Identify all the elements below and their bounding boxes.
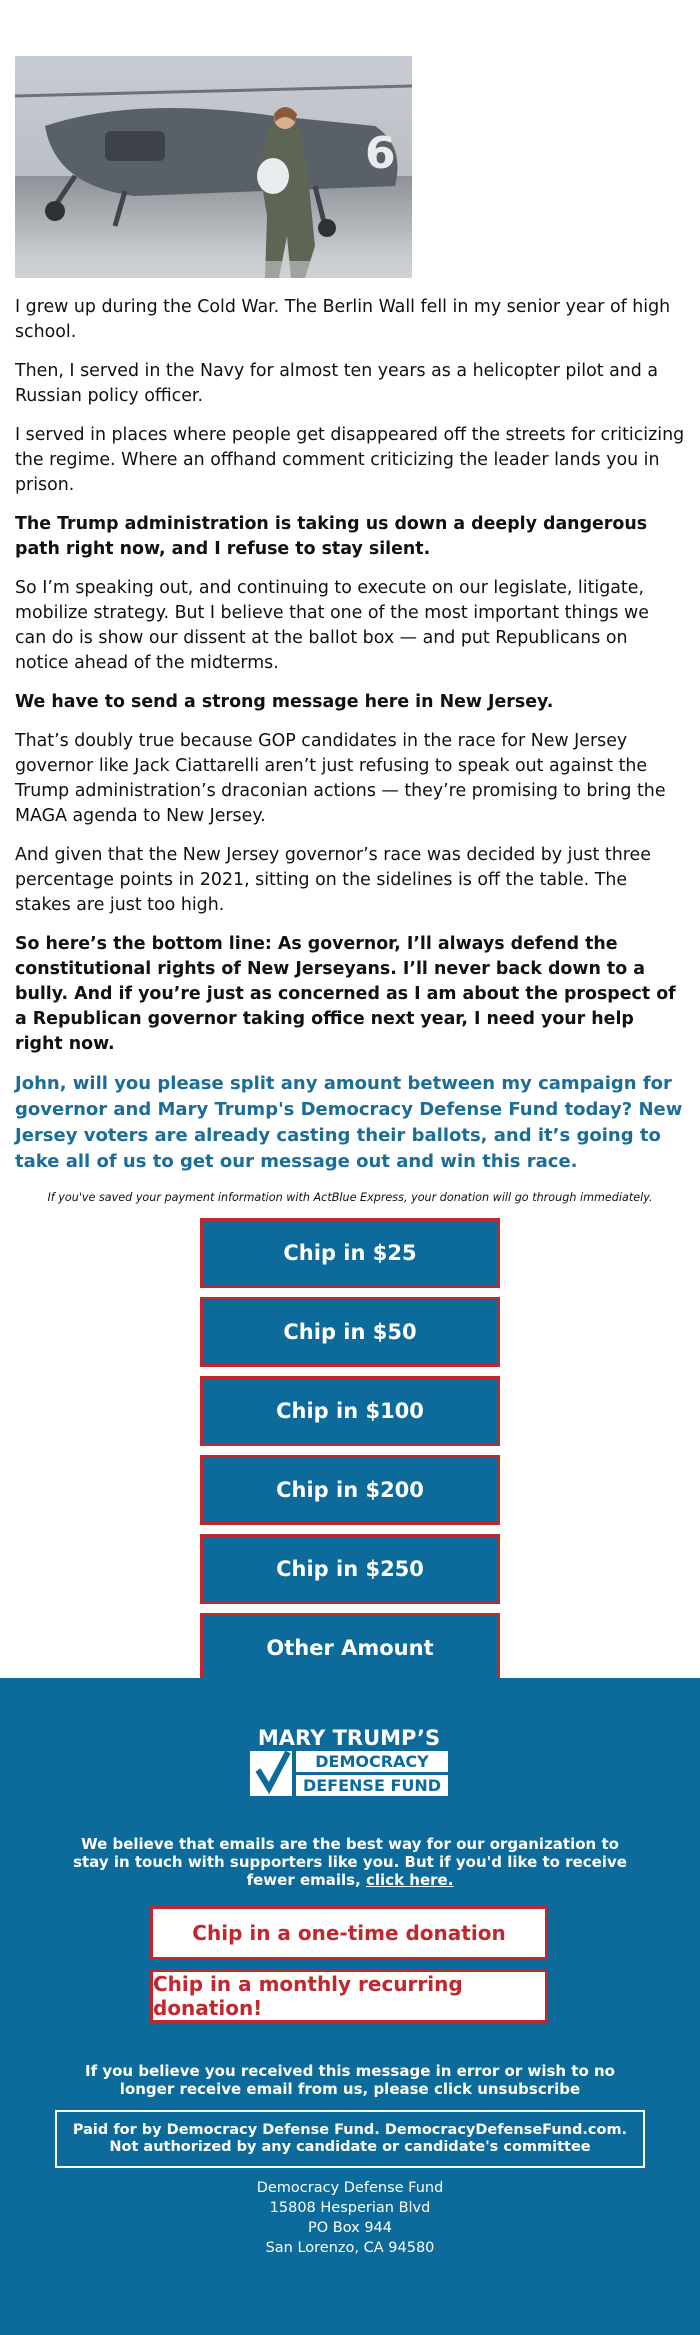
donation-ask-link[interactable]: John, will you please split any amount between my campaign for governor and Mary Trump's Democracy Defense Fund today? New Jersey voters are already casting their ballots, and it’s going to take all of us to get our message out and win this race. [15,1073,683,1172]
address-line-1: Democracy Defense Fund [256,2180,444,2196]
address-line-2: 15808 Hesperian Blvd [269,2200,431,2216]
mailing-address [0,2178,700,2258]
paragraph-1: I grew up during the Cold War. The Berlin Wall fell in my senior year of high school. [15,297,671,342]
logo-line-2: DEMOCRACY [315,1752,429,1771]
democracy-defense-fund-logo[interactable] [248,1726,450,1798]
logo-line-3: DEFENSE FUND [302,1776,442,1795]
one-time-donation-button[interactable]: Chip in a one-time donation [150,1906,548,1960]
paragraph-4-bold: The Trump administration is taking us down a deeply dangerous path right now, and I refuse to stay silent. [15,514,648,559]
chip-in-200-button[interactable]: Chip in $200 [200,1455,500,1525]
fewer-emails-link[interactable]: click here. [366,1871,454,1889]
paragraph-8: And given that the New Jersey governor’s race was decided by just three percentage points in 2021, sitting on the sidelines is off the table. The stakes are just too high. [15,845,651,915]
actblue-express-note: If you've saved your payment information with ActBlue Express, your donation will go through immediately. [47,1191,653,1204]
paragraph-6-bold: We have to send a strong message here in New Jersey. [15,692,554,712]
donate-button-group [15,1218,685,1683]
chip-in-25-button[interactable]: Chip in $25 [200,1218,500,1288]
other-amount-button[interactable]: Other Amount [200,1613,500,1683]
helicopter-number: 6 [365,128,396,179]
chip-in-50-button[interactable]: Chip in $50 [200,1297,500,1367]
footer [0,1678,700,2335]
fewer-emails-text: We believe that emails are the best way for our organization to stay in touch with supporters like you. But if you'd like to receive fewer emails, [73,1835,627,1889]
paragraph-7: That’s doubly true because GOP candidates in the race for New Jersey governor like Jack Ciattarelli aren’t just refusing to speak out against the Trump administration’s draconian actions — they’re promising to bring the MAGA agenda to New Jersey. [15,731,666,826]
paragraph-5: So I’m speaking out, and continuing to execute on our legislate, litigate, mobilize strategy. But I believe that one of the most important things we can do is show our dissent at the ballot box — and put Republicans on notice ahead of the midterms. [15,578,649,673]
paragraph-9-bold: So here’s the bottom line: As governor, I’ll always defend the constitutional rights of New Jerseyans. I’ll never back down to a bully. And if you’re just as concerned as I am about the prospect of a Republican governor taking office next year, I need your help right now. [15,934,676,1054]
chip-in-100-button[interactable]: Chip in $100 [200,1376,500,1446]
unsubscribe-link[interactable]: If you believe you received this message in error or wish to no longer receive email from us, please click unsubscribe [85,2062,615,2098]
logo-line-1: MARY TRUMP’S [257,1726,441,1750]
fewer-emails-notice [70,1835,630,1889]
paid-for-by-disclaimer: Paid for by Democracy Defense Fund. DemocracyDefenseFund.com. Not authorized by any candidate or candidate's committee [55,2110,645,2168]
address-line-3: PO Box 944 [307,2220,392,2236]
paragraph-3: I served in places where people get disappeared off the streets for criticizing the regime. Where an offhand comment criticizing the leader lands you in prison. [15,425,685,495]
hero-image [15,56,412,278]
paragraph-2: Then, I served in the Navy for almost ten years as a helicopter pilot and a Russian policy officer. [15,361,658,406]
address-line-4: San Lorenzo, CA 94580 [265,2240,435,2256]
monthly-donation-button[interactable]: Chip in a monthly recurring donation! [150,1969,548,2023]
chip-in-250-button[interactable]: Chip in $250 [200,1534,500,1604]
